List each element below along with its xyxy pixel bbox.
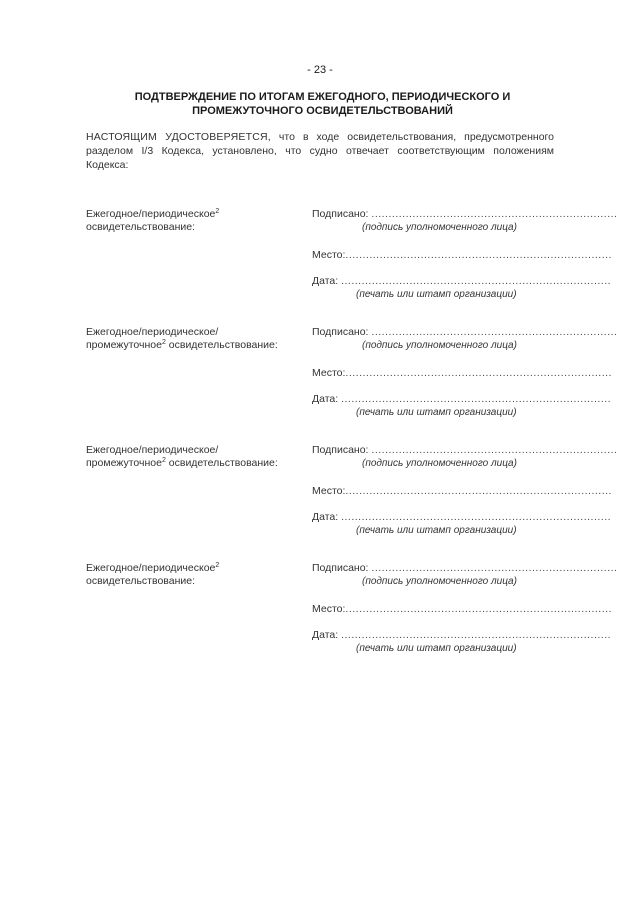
title-line-1: ПОДТВЕРЖДЕНИЕ ПО ИТОГАМ ЕЖЕГОДНОГО, ПЕРИОДИЧЕСКОГО И: [134, 91, 511, 103]
place-line[interactable]: [312, 603, 612, 616]
place-line[interactable]: [312, 485, 612, 498]
stamp-note: (печать или штамп организации): [356, 525, 517, 536]
survey-label-line2-prefix: промежуточное: [86, 339, 162, 351]
intro-text: что в ходе освидетельствования, предусмотренного разделом I/3 Кодекса, установлено, что судно отвечает соответствующим положениям Кодекса:: [86, 131, 554, 171]
signed-dots: ........................................................................: [371, 326, 618, 338]
intro-lead: НАСТОЯЩИМ УДОСТОВЕРЯЕТСЯ,: [86, 131, 271, 143]
page-title: [80, 90, 565, 118]
survey-block-1: [0, 208, 640, 318]
date-line[interactable]: [312, 393, 612, 406]
place-dots: ..............................................................................: [345, 367, 612, 379]
place-label: Место:: [312, 367, 346, 379]
place-line[interactable]: [312, 249, 612, 262]
signed-label: Подписано:: [312, 208, 369, 220]
signature-note: (подпись уполномоченного лица): [362, 576, 517, 587]
survey-label-line1: Ежегодное/периодическое: [86, 208, 216, 220]
stamp-note: (печать или штамп организации): [356, 407, 517, 418]
survey-block-2: [0, 326, 640, 436]
survey-label: [86, 444, 316, 470]
signed-line[interactable]: [312, 208, 618, 221]
survey-label-line1: Ежегодное/периодическое: [86, 562, 216, 574]
date-label: Дата:: [312, 511, 339, 523]
place-label: Место:: [312, 485, 346, 497]
page-number: - 23 -: [307, 64, 333, 76]
date-dots: ...............................................................................: [341, 629, 612, 641]
date-line[interactable]: [312, 275, 612, 288]
survey-label-line1: Ежегодное/периодическое/: [86, 444, 219, 456]
signed-dots: ........................................................................: [371, 444, 618, 456]
survey-label: [86, 208, 316, 234]
survey-block-4: [0, 562, 640, 672]
stamp-note: (печать или штамп организации): [356, 289, 517, 300]
signed-line[interactable]: [312, 326, 618, 339]
stamp-note: (печать или штамп организации): [356, 643, 517, 654]
footnote-marker: 2: [215, 562, 220, 569]
survey-label-line2-prefix: промежуточное: [86, 457, 162, 469]
intro-paragraph: [86, 130, 554, 172]
survey-label-line2: освидетельствование:: [86, 575, 196, 587]
footnote-marker: 2: [161, 457, 166, 464]
signed-label: Подписано:: [312, 562, 369, 574]
survey-label: [86, 326, 316, 352]
signed-line[interactable]: [312, 444, 618, 457]
signed-label: Подписано:: [312, 326, 369, 338]
footnote-marker: 2: [161, 339, 166, 346]
date-label: Дата:: [312, 393, 339, 405]
place-label: Место:: [312, 603, 346, 615]
survey-label: [86, 562, 316, 588]
signed-dots: ........................................................................: [371, 208, 618, 220]
date-dots: ...............................................................................: [341, 275, 612, 287]
signed-label: Подписано:: [312, 444, 369, 456]
survey-label-line2: освидетельствование:: [86, 221, 196, 233]
date-label: Дата:: [312, 629, 339, 641]
survey-label-line2: освидетельствование:: [165, 339, 278, 351]
signed-line[interactable]: [312, 562, 618, 575]
date-line[interactable]: [312, 629, 612, 642]
place-dots: ..............................................................................: [345, 485, 612, 497]
place-dots: ..............................................................................: [345, 249, 612, 261]
date-line[interactable]: [312, 511, 612, 524]
survey-label-line2: освидетельствование:: [165, 457, 278, 469]
date-dots: ...............................................................................: [341, 511, 612, 523]
signature-note: (подпись уполномоченного лица): [362, 458, 517, 469]
place-line[interactable]: [312, 367, 612, 380]
date-dots: ...............................................................................: [341, 393, 612, 405]
place-label: Место:: [312, 249, 346, 261]
signed-dots: ........................................................................: [371, 562, 618, 574]
place-dots: ..............................................................................: [345, 603, 612, 615]
date-label: Дата:: [312, 275, 339, 287]
footnote-marker: 2: [215, 208, 220, 215]
title-line-2: ПРОМЕЖУТОЧНОГО ОСВИДЕТЕЛЬСТВОВАНИЙ: [192, 105, 453, 117]
survey-label-line1: Ежегодное/периодическое/: [86, 326, 219, 338]
survey-block-3: [0, 444, 640, 554]
signature-note: (подпись уполномоченного лица): [362, 340, 517, 351]
signature-note: (подпись уполномоченного лица): [362, 222, 517, 233]
